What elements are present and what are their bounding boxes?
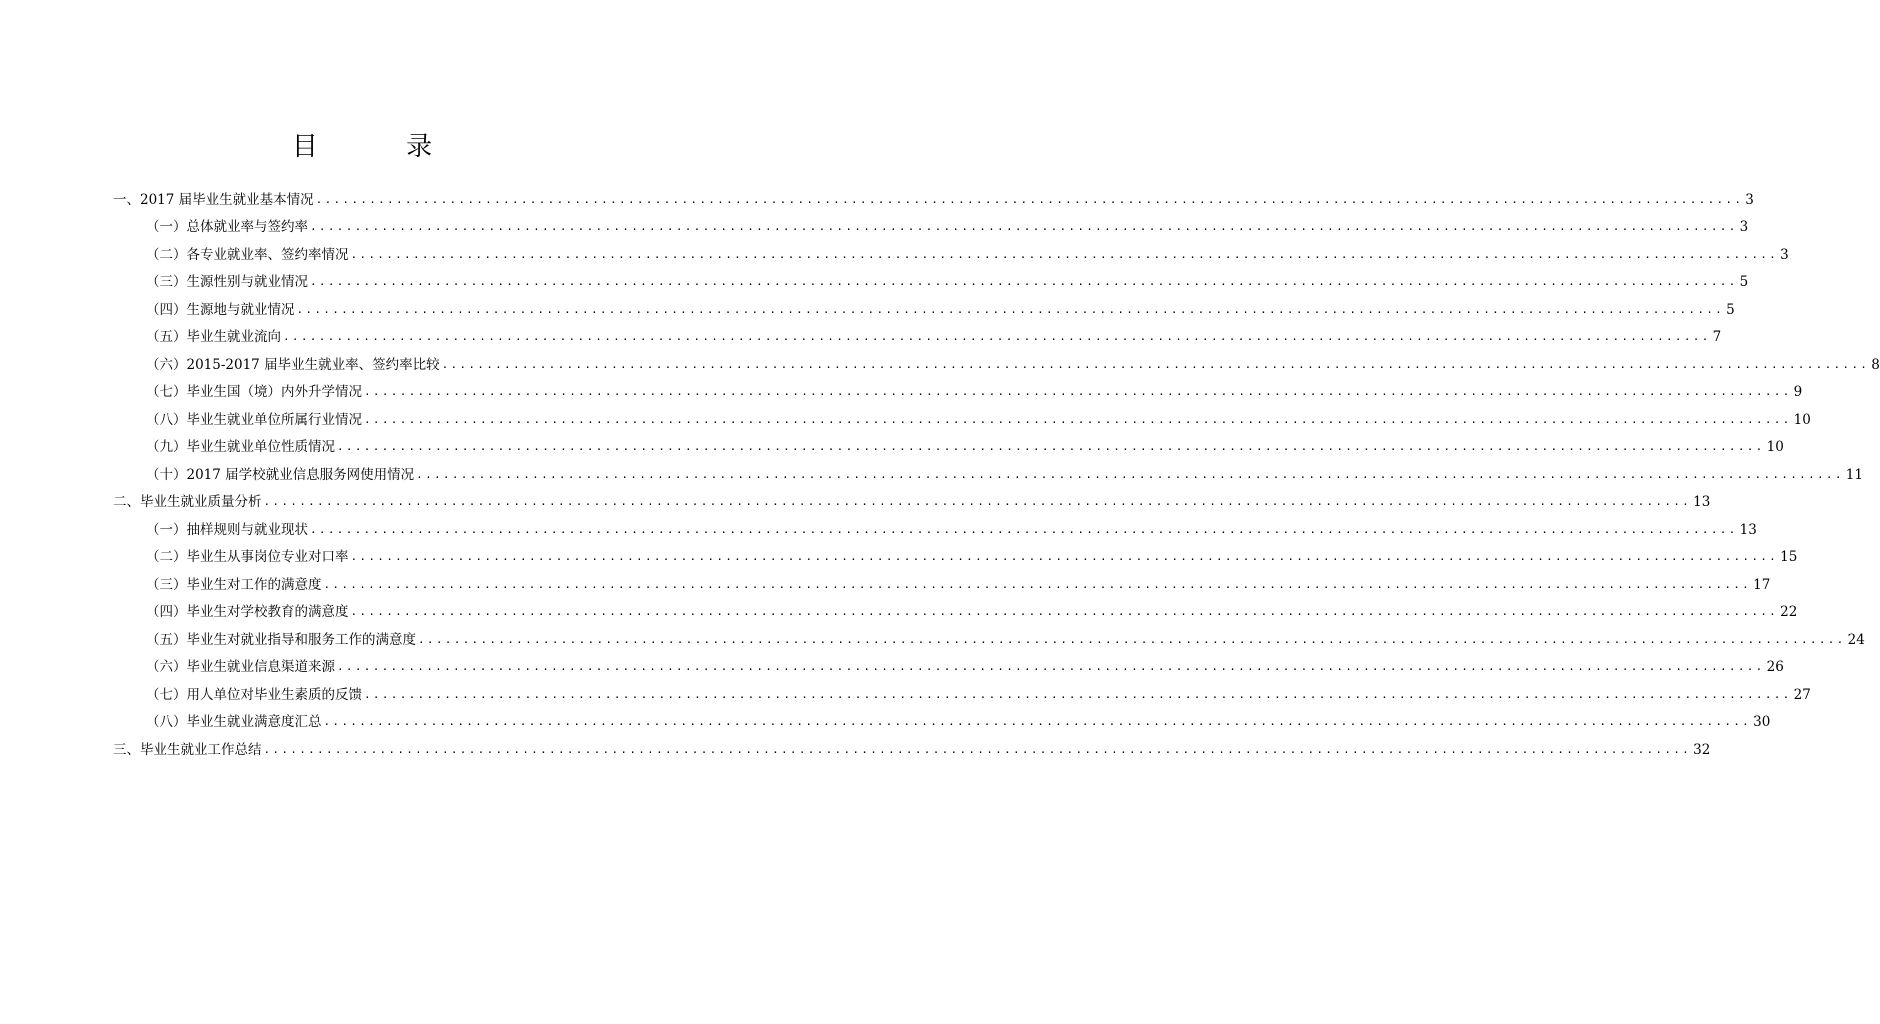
toc-entry-page-number: 10 [1793,411,1811,428]
toc-entry[interactable] [113,290,1735,318]
toc-entry-label: （六）毕业生就业信息渠道来源 [146,659,335,675]
toc-entry-label: （七）毕业生国（境）内外升学情况 [146,384,362,400]
toc-dot-leader: ................................................................................................................................................................ [364,412,1792,426]
toc-dot-leader: ................................................................................................................................................................ [263,495,1692,508]
toc-entry-label: （三）生源性别与就业情况 [146,274,308,290]
toc-dot-leader: ................................................................................................................................................................ [310,220,1738,233]
toc-entry-label: 三、毕业生就业工作总结 [113,741,262,758]
toc-entry[interactable] [113,263,1749,291]
toc-dot-leader: ................................................................................................................................................................ [364,687,1792,701]
toc-entry-page-number: 27 [1793,686,1811,703]
toc-dot-leader: ................................................................................................................................................................ [296,302,1725,316]
toc-dot-leader: ................................................................................................................................................................ [350,247,1779,261]
toc-entry-page-number: 3 [1739,219,1749,235]
toc-entry-page-number: 24 [1847,631,1865,648]
toc-entry[interactable] [113,373,1803,401]
toc-entry[interactable] [113,730,1711,758]
toc-entry-page-number: 7 [1712,329,1722,345]
toc-entry[interactable] [113,648,1784,676]
toc-dot-leader: ................................................................................................................................................................ [315,192,1744,206]
toc-dot-leader: ................................................................................................................................................................ [263,742,1692,756]
toc-entry[interactable] [113,400,1811,428]
toc-entry[interactable] [113,318,1722,346]
toc-dot-leader: ................................................................................................................................................................ [350,605,1779,618]
toc-entry-page-number: 26 [1766,659,1784,675]
toc-entry-label: （二）各专业就业率、签约率情况 [146,246,349,263]
toc-entry-label: （九）毕业生就业单位性质情况 [146,439,335,455]
toc-entry-page-number: 30 [1753,714,1771,730]
toc-entry-label: （七）用人单位对毕业生素质的反馈 [146,686,362,703]
toc-dot-leader: ................................................................................................................................................................ [310,522,1738,536]
toc-entry[interactable] [113,620,1865,648]
toc-entry-label: （二）毕业生从事岗位专业对口率 [146,549,349,565]
toc-entry[interactable] [113,510,1757,538]
toc-entry-page-number: 15 [1780,549,1798,565]
toc-entry[interactable] [113,208,1749,236]
toc-dot-leader: ................................................................................................................................................................ [310,275,1738,288]
toc-entry[interactable] [113,538,1798,566]
toc-entry-label: （八）毕业生就业单位所属行业情况 [146,411,362,428]
toc-dot-leader: ................................................................................................................................................................ [323,577,1752,591]
toc-entry-page-number: 13 [1739,521,1757,538]
toc-entry[interactable] [113,235,1789,263]
toc-entry[interactable] [113,675,1811,703]
toc-entry-label: （五）毕业生就业流向 [146,329,281,345]
toc-dot-leader: ................................................................................................................................................................ [337,440,1765,453]
toc-entry-label: （四）毕业生对学校教育的满意度 [146,604,349,620]
toc-entry-page-number: 5 [1726,301,1735,318]
toc-entry[interactable] [113,345,1880,373]
toc-entry-label: （三）毕业生对工作的满意度 [146,576,322,593]
toc-entry-label: （六）2015-2017 届毕业生就业率、签约率比较 [146,356,440,373]
toc-dot-leader: ................................................................................................................................................................ [441,357,1870,371]
toc-entry[interactable] [113,593,1798,621]
toc-entry-label: （十）2017 届学校就业信息服务网使用情况 [146,466,415,483]
toc-entry-page-number: 8 [1871,356,1880,373]
table-of-contents [113,180,1880,758]
toc-entry[interactable] [113,455,1863,483]
toc-entry-page-number: 9 [1793,384,1803,400]
toc-entry-label: （五）毕业生对就业指导和服务工作的满意度 [146,631,416,648]
toc-dot-leader: ................................................................................................................................................................ [323,715,1752,728]
toc-entry-page-number: 17 [1753,576,1771,593]
toc-entry[interactable] [113,703,1771,731]
toc-entry-label: （一）总体就业率与签约率 [146,219,308,235]
toc-entry-page-number: 22 [1780,604,1798,620]
toc-dot-leader: ................................................................................................................................................................ [337,660,1765,673]
toc-dot-leader: ................................................................................................................................................................ [416,467,1844,481]
toc-entry[interactable] [113,483,1711,511]
toc-entry-page-number: 10 [1766,439,1784,455]
page-title: 目 录 [291,132,473,162]
toc-entry-label: （八）毕业生就业满意度汇总 [146,714,322,730]
toc-entry-page-number: 32 [1693,741,1711,758]
toc-entry-page-number: 3 [1780,246,1789,263]
toc-dot-leader: ................................................................................................................................................................ [418,632,1846,646]
toc-entry-label: （一）抽样规则与就业现状 [146,521,308,538]
toc-dot-leader: ................................................................................................................................................................ [350,550,1779,563]
toc-entry-label: 二、毕业生就业质量分析 [113,494,262,510]
toc-dot-leader: ................................................................................................................................................................ [283,330,1711,343]
toc-dot-leader: ................................................................................................................................................................ [364,385,1792,398]
toc-entry-page-number: 3 [1745,191,1754,208]
toc-entry-page-number: 5 [1739,274,1749,290]
toc-entry-label: 一、2017 届毕业生就业基本情况 [113,191,314,208]
toc-entry[interactable] [113,180,1754,208]
toc-entry[interactable] [113,428,1784,456]
toc-entry-page-number: 11 [1845,466,1863,483]
toc-entry-label: （四）生源地与就业情况 [146,301,295,318]
toc-entry-page-number: 13 [1693,494,1711,510]
toc-entry[interactable] [113,565,1771,593]
